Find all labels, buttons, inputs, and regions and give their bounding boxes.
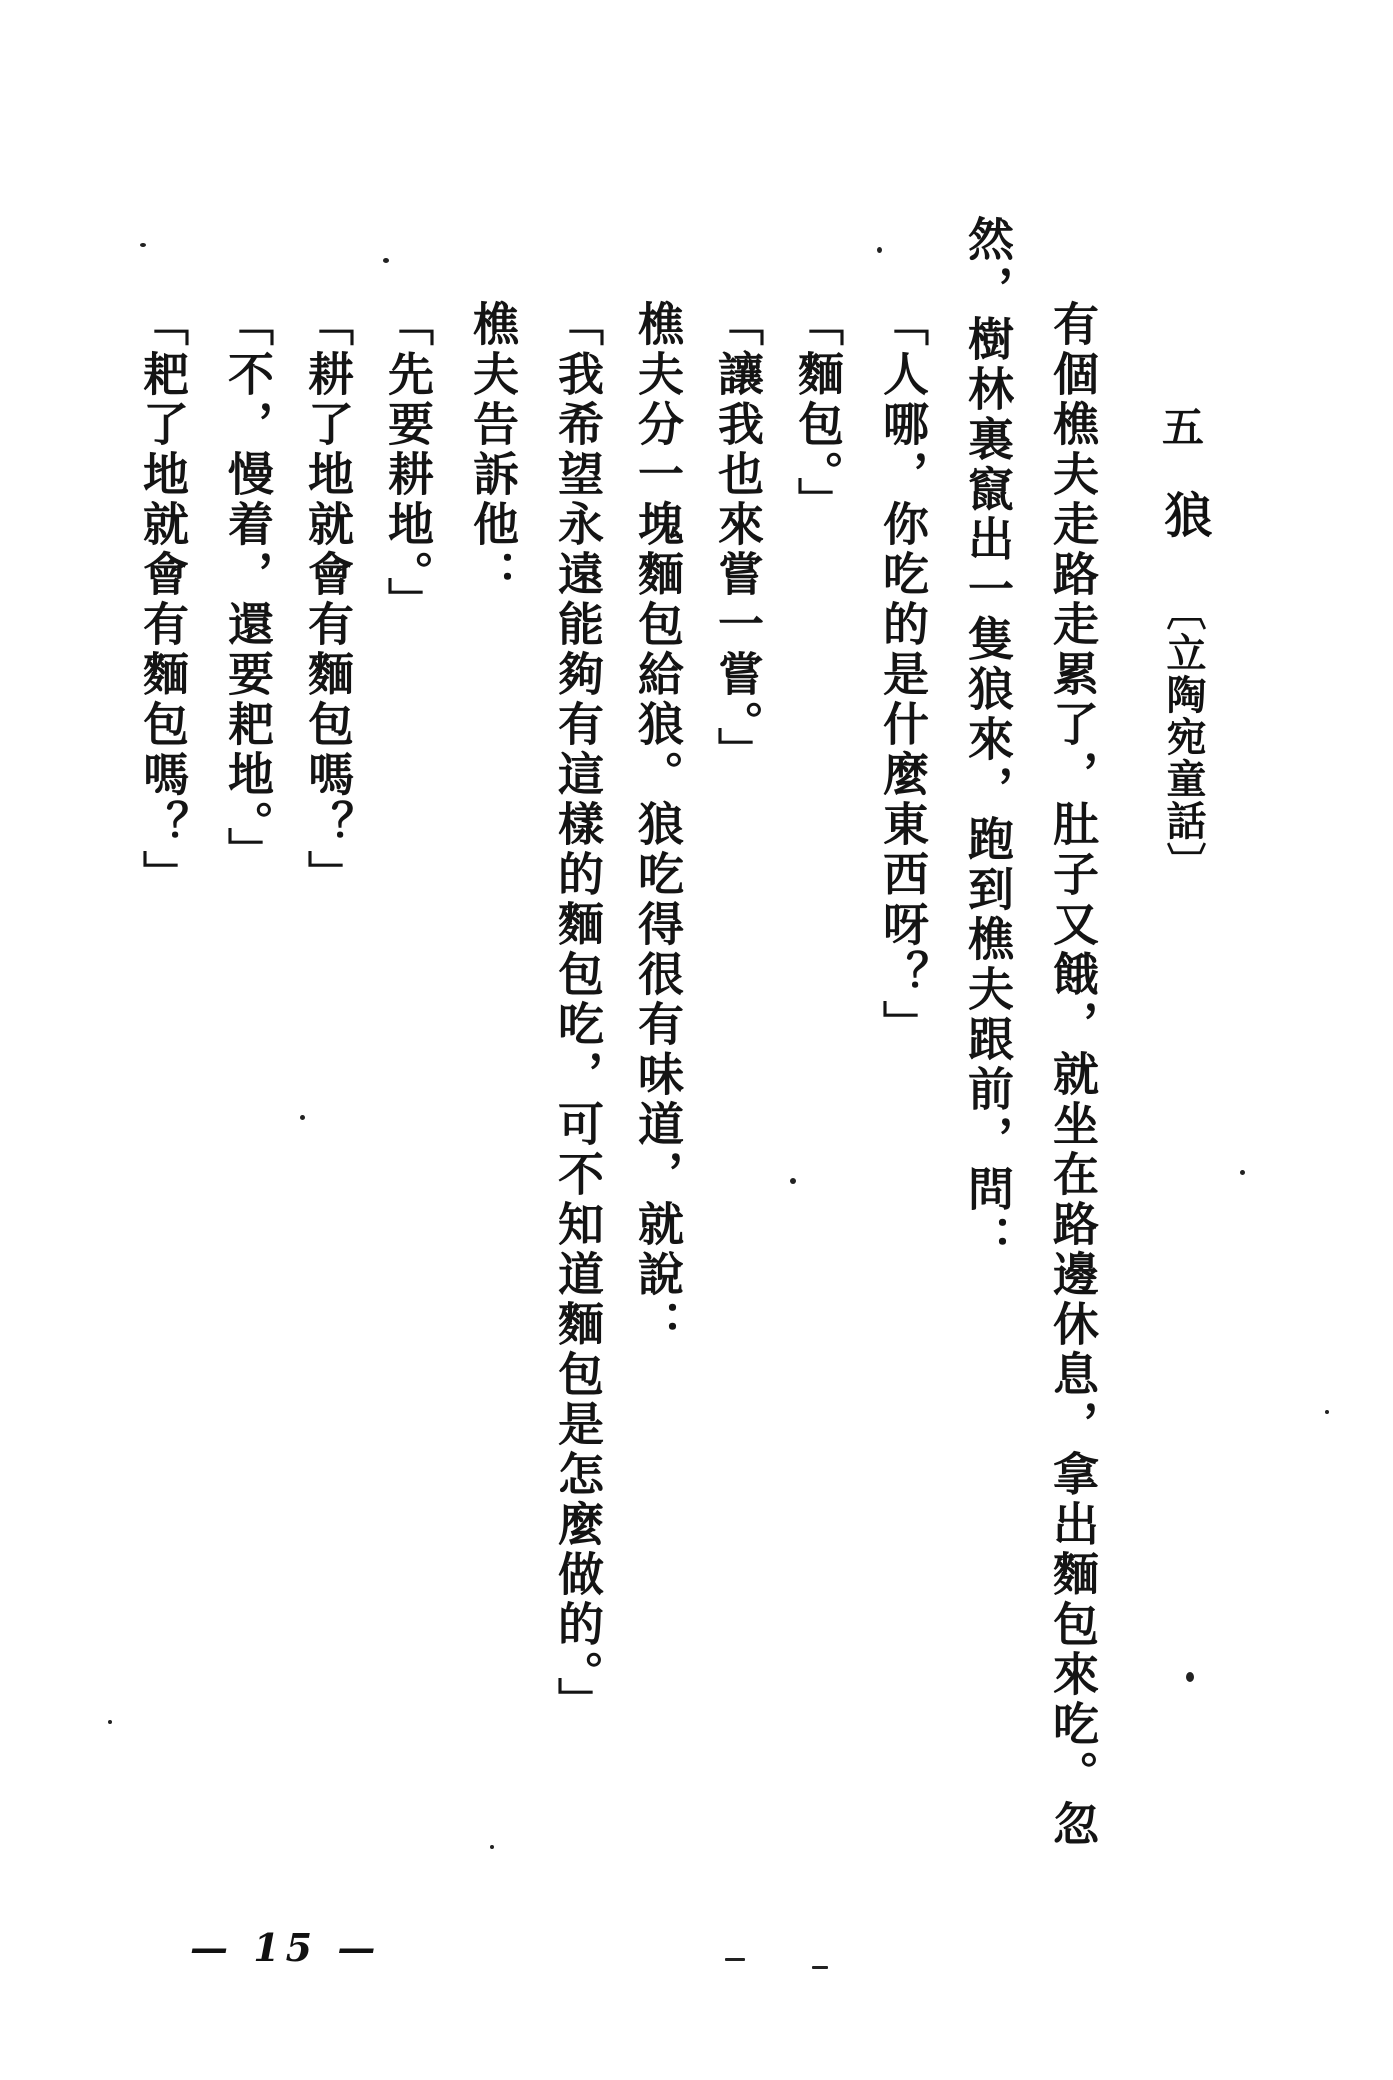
scan-speck xyxy=(1325,1410,1329,1414)
page-number: — 15 — xyxy=(190,1925,382,1970)
scan-speck xyxy=(812,1966,828,1969)
text-column-5: 「讓我也來嘗一嘗。」 xyxy=(711,300,765,777)
scan-speck xyxy=(1186,1672,1194,1682)
scan-speck xyxy=(140,243,146,247)
text-column-6: 樵夫分一塊麵包給狼。狼吃得很有味道，就說： xyxy=(631,300,685,1350)
text-column-4: 「麵包。」 xyxy=(791,300,845,527)
text-column-10: 「耕了地就會有麵包嗎？」 xyxy=(301,300,355,900)
scan-speck xyxy=(725,1958,745,1961)
text-column-8: 樵夫告訴他： xyxy=(466,300,520,600)
scan-speck xyxy=(300,1115,305,1120)
text-column-7: 「我希望永遠能夠有這樣的麵包吃，可不知道麵包是怎麼做的。」 xyxy=(551,300,605,1727)
scan-speck xyxy=(790,1178,796,1184)
scan-speck xyxy=(877,247,882,253)
chapter-number: 五 xyxy=(1156,405,1205,447)
scan-speck xyxy=(383,258,389,263)
chapter-title: 狼 xyxy=(1156,490,1212,538)
text-column-11: 「不，慢着，還要耙地。」 xyxy=(221,300,275,877)
scan-speck xyxy=(108,1720,112,1724)
chapter-source: 〔立陶宛童話〕 xyxy=(1160,590,1207,884)
text-column-1: 有個樵夫走路走累了，肚子又餓，就坐在路邊休息，拿出麵包來吃。忽 xyxy=(1046,300,1100,1850)
text-column-3: 「人哪，你吃的是什麼東西呀？」 xyxy=(876,300,930,1050)
scan-speck xyxy=(490,1845,494,1849)
text-column-2: 然，樹林裏竄出一隻狼來，跑到樵夫跟前，問： xyxy=(961,215,1015,1265)
text-column-9: 「先要耕地。」 xyxy=(381,300,435,627)
scan-speck xyxy=(1240,1170,1245,1175)
text-column-12: 「耙了地就會有麵包嗎？」 xyxy=(136,300,190,900)
